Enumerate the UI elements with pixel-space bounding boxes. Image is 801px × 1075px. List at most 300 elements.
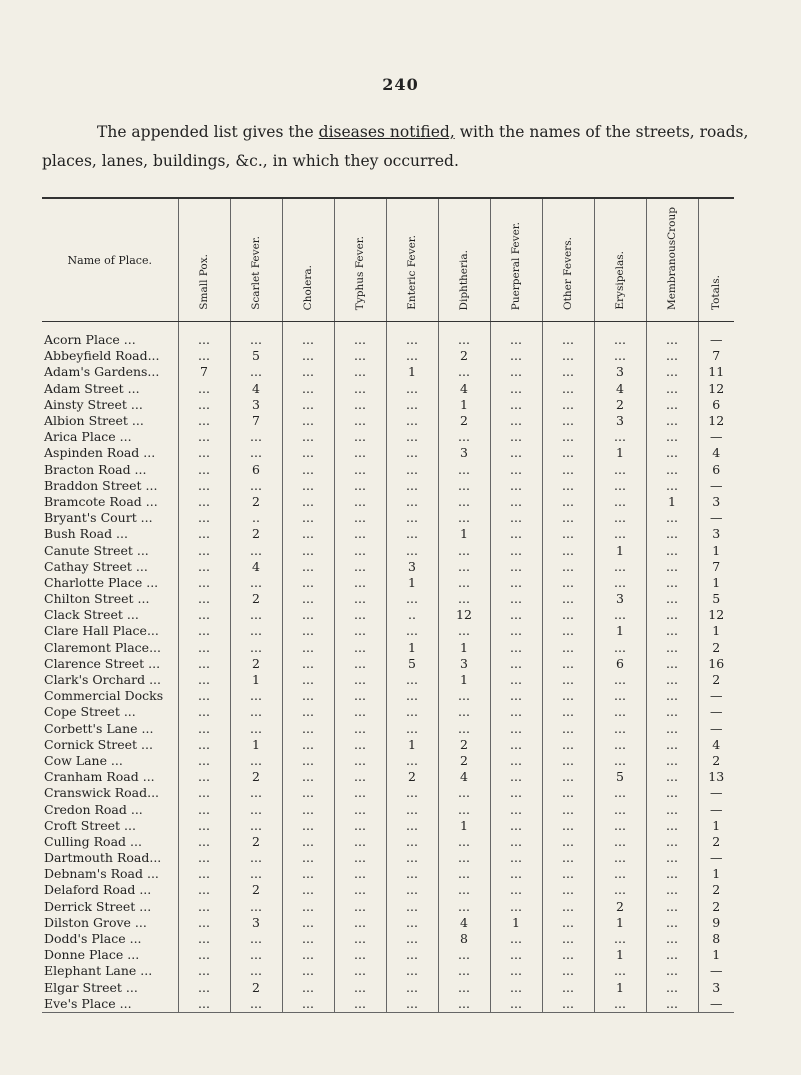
- count-cell: 1: [594, 542, 646, 558]
- count-cell: ...: [490, 607, 542, 623]
- count-cell: ...: [438, 866, 490, 882]
- page-number: 240: [382, 75, 419, 94]
- count-cell: ...: [490, 704, 542, 720]
- count-cell: ...: [490, 947, 542, 963]
- column-header: MembranousCroup: [646, 198, 698, 322]
- count-cell: ...: [646, 332, 698, 348]
- table-row: [42, 866, 734, 882]
- count-cell: ...: [542, 591, 594, 607]
- count-cell: ...: [490, 591, 542, 607]
- count-cell: ...: [282, 818, 334, 834]
- count-cell: ...: [386, 591, 438, 607]
- count-cell: ...: [178, 591, 230, 607]
- count-cell: ...: [542, 915, 594, 931]
- count-cell: ...: [282, 575, 334, 591]
- count-cell: ...: [334, 429, 386, 445]
- table-row: [42, 364, 734, 380]
- place-name-cell: Charlotte Place ...: [44, 574, 159, 590]
- count-cell: ...: [282, 478, 334, 494]
- place-name-cell: Albion Street ...: [44, 413, 144, 429]
- table-row: [42, 397, 734, 413]
- count-cell: ...: [490, 769, 542, 785]
- count-cell: ...: [646, 996, 698, 1013]
- count-cell: 7: [698, 559, 734, 575]
- count-cell: ...: [386, 381, 438, 397]
- count-cell: 1: [646, 494, 698, 510]
- count-cell: ...: [490, 413, 542, 429]
- count-cell: 2: [438, 348, 490, 364]
- count-cell: 9: [698, 915, 734, 931]
- count-cell: ...: [334, 882, 386, 898]
- place-name-cell: Cathay Street ...: [44, 558, 148, 574]
- spacer-row: [42, 322, 734, 333]
- count-cell: 4: [438, 769, 490, 785]
- count-cell: ...: [542, 381, 594, 397]
- count-cell: ...: [594, 607, 646, 623]
- count-cell: ...: [438, 996, 490, 1013]
- count-cell: ...: [282, 332, 334, 348]
- count-cell: 2: [698, 882, 734, 898]
- count-cell: 1: [438, 397, 490, 413]
- table-row: [42, 559, 734, 575]
- count-cell: ...: [230, 429, 282, 445]
- column-header: Other Fevers.: [542, 198, 594, 322]
- count-cell: 6: [698, 462, 734, 478]
- intro-text-end: with the names of the streets, roads,: [454, 123, 749, 141]
- count-cell: ...: [334, 413, 386, 429]
- intro-text-start: The appended list gives the: [97, 123, 319, 141]
- count-cell: ...: [178, 559, 230, 575]
- count-cell: ...: [594, 526, 646, 542]
- count-cell: ...: [334, 753, 386, 769]
- count-cell: ...: [282, 526, 334, 542]
- count-cell: ...: [490, 381, 542, 397]
- table-row: [42, 753, 734, 769]
- count-cell: ...: [594, 785, 646, 801]
- count-cell: 1: [594, 947, 646, 963]
- column-header: Scarlet Fever.: [230, 198, 282, 322]
- count-cell: ...: [282, 785, 334, 801]
- count-cell: 1: [386, 737, 438, 753]
- count-cell: 2: [230, 494, 282, 510]
- place-name-cell: Cranham Road ...: [44, 769, 155, 785]
- count-cell: 2: [698, 640, 734, 656]
- table-row: [42, 947, 734, 963]
- intro-underlined: diseases notified,: [318, 123, 455, 141]
- table-row: [42, 850, 734, 866]
- count-cell: ...: [646, 737, 698, 753]
- count-cell: ...: [282, 834, 334, 850]
- count-cell: ...: [594, 672, 646, 688]
- count-cell: ...: [334, 996, 386, 1013]
- count-cell: 16: [698, 656, 734, 672]
- count-cell: 3: [386, 559, 438, 575]
- count-cell: ...: [542, 640, 594, 656]
- count-cell: ...: [594, 575, 646, 591]
- count-cell: ...: [282, 915, 334, 931]
- place-name-cell: Commercial Docks: [44, 688, 164, 704]
- count-cell: ...: [282, 899, 334, 915]
- count-cell: ...: [490, 494, 542, 510]
- count-cell: ...: [230, 963, 282, 979]
- count-cell: ...: [542, 899, 594, 915]
- place-name-cell: Eve's Place ...: [42, 996, 178, 1013]
- place-name-cell: Dodd's Place ...: [44, 931, 142, 947]
- table-row: [42, 591, 734, 607]
- count-cell: ...: [178, 656, 230, 672]
- table-row: [42, 688, 734, 704]
- count-cell: ...: [178, 640, 230, 656]
- count-cell: 1: [594, 915, 646, 931]
- count-cell: ...: [594, 332, 646, 348]
- count-cell: ...: [594, 801, 646, 817]
- count-cell: ...: [594, 996, 646, 1013]
- count-cell: ...: [646, 526, 698, 542]
- count-cell: ...: [282, 559, 334, 575]
- count-cell: ...: [178, 348, 230, 364]
- count-cell: ...: [178, 526, 230, 542]
- place-name-cell: Acorn Place ...: [44, 332, 136, 348]
- count-cell: ...: [334, 364, 386, 380]
- column-header: Cholera.: [282, 198, 334, 322]
- count-cell: ...: [386, 445, 438, 461]
- table-row: [42, 656, 734, 672]
- count-cell: 1: [594, 445, 646, 461]
- count-cell: ...: [178, 429, 230, 445]
- count-cell: ...: [334, 607, 386, 623]
- table-row: [42, 704, 734, 720]
- count-cell: ...: [594, 850, 646, 866]
- count-cell: ...: [646, 980, 698, 996]
- intro-line-2: places, lanes, buildings, &c., in which they occurred.: [42, 152, 459, 170]
- count-cell: ...: [282, 542, 334, 558]
- count-cell: ...: [438, 510, 490, 526]
- place-name-cell: Bush Road ...: [44, 526, 128, 542]
- count-cell: ...: [646, 559, 698, 575]
- count-cell: ...: [646, 931, 698, 947]
- count-cell: ...: [282, 672, 334, 688]
- count-cell: ...: [490, 818, 542, 834]
- place-name-cell: Bryant's Court ...: [44, 510, 153, 526]
- count-cell: 6: [230, 462, 282, 478]
- place-name-cell: Clack Street ...: [44, 607, 139, 623]
- table-row: [42, 996, 734, 1013]
- count-cell: ...: [334, 737, 386, 753]
- count-cell: ...: [646, 656, 698, 672]
- count-cell: ...: [178, 769, 230, 785]
- place-name-cell: Donne Place ...: [44, 947, 140, 963]
- table-row: [42, 381, 734, 397]
- count-cell: ...: [334, 834, 386, 850]
- count-cell: ...: [230, 753, 282, 769]
- count-cell: ...: [334, 785, 386, 801]
- count-cell: ...: [542, 542, 594, 558]
- count-cell: ...: [334, 332, 386, 348]
- place-name-cell: Bramcote Road ...: [44, 493, 158, 509]
- count-cell: 2: [698, 672, 734, 688]
- count-cell: ...: [490, 348, 542, 364]
- count-cell: ...: [542, 348, 594, 364]
- count-cell: ...: [594, 737, 646, 753]
- count-cell: ...: [386, 899, 438, 915]
- column-header: Diphtheria.: [438, 198, 490, 322]
- count-cell: ...: [334, 818, 386, 834]
- count-cell: ...: [594, 478, 646, 494]
- table-row: [42, 413, 734, 429]
- table-row: [42, 963, 734, 979]
- count-cell: ...: [490, 429, 542, 445]
- count-cell: ...: [178, 704, 230, 720]
- count-cell: ...: [282, 397, 334, 413]
- count-cell: ...: [230, 721, 282, 737]
- count-cell: ...: [542, 737, 594, 753]
- count-cell: ...: [178, 623, 230, 639]
- count-cell: ...: [178, 478, 230, 494]
- count-cell: ...: [282, 364, 334, 380]
- count-cell: ...: [438, 494, 490, 510]
- column-header: Erysipelas.: [594, 198, 646, 322]
- count-cell: ...: [230, 850, 282, 866]
- place-name-cell: Credon Road ...: [44, 801, 143, 817]
- table-row: [42, 494, 734, 510]
- table-row: [42, 801, 734, 817]
- count-cell: ...: [334, 704, 386, 720]
- count-cell: ...: [646, 818, 698, 834]
- count-cell: ...: [334, 915, 386, 931]
- count-cell: 4: [698, 445, 734, 461]
- count-cell: 1: [698, 575, 734, 591]
- count-cell: ...: [386, 704, 438, 720]
- diseases-table: [42, 197, 734, 1013]
- place-name-cell: Derrick Street ...: [44, 898, 152, 914]
- count-cell: ...: [646, 623, 698, 639]
- count-cell: ...: [282, 882, 334, 898]
- count-cell: ...: [334, 721, 386, 737]
- table-row: [42, 542, 734, 558]
- table-row: [42, 672, 734, 688]
- count-cell: ...: [594, 462, 646, 478]
- count-cell: 11: [698, 364, 734, 380]
- count-cell: 7: [230, 413, 282, 429]
- count-cell: ...: [282, 510, 334, 526]
- count-cell: ...: [386, 348, 438, 364]
- count-cell: ...: [334, 947, 386, 963]
- count-cell: ...: [334, 656, 386, 672]
- count-cell: ...: [282, 591, 334, 607]
- count-cell: ...: [646, 429, 698, 445]
- count-cell: ...: [542, 575, 594, 591]
- count-cell: ...: [386, 542, 438, 558]
- count-cell: ...: [490, 397, 542, 413]
- count-cell: ...: [282, 931, 334, 947]
- count-cell: ...: [490, 510, 542, 526]
- count-cell: ...: [542, 445, 594, 461]
- count-cell: ...: [178, 672, 230, 688]
- count-cell: ...: [646, 704, 698, 720]
- count-cell: ...: [646, 801, 698, 817]
- count-cell: ...: [594, 429, 646, 445]
- count-cell: 1: [490, 915, 542, 931]
- count-cell: ...: [282, 462, 334, 478]
- count-cell: ...: [230, 542, 282, 558]
- count-cell: —: [698, 801, 734, 817]
- count-cell: ...: [542, 413, 594, 429]
- count-cell: ...: [438, 542, 490, 558]
- count-cell: ...: [438, 462, 490, 478]
- count-cell: ...: [594, 494, 646, 510]
- count-cell: ...: [490, 963, 542, 979]
- count-cell: ...: [646, 721, 698, 737]
- place-name-cell: Clare Hall Place...: [44, 623, 159, 639]
- count-cell: 1: [386, 640, 438, 656]
- count-cell: 1: [438, 526, 490, 542]
- count-cell: 1: [594, 623, 646, 639]
- column-header: Name of Place.: [42, 198, 178, 322]
- count-cell: ...: [490, 559, 542, 575]
- count-cell: ...: [438, 332, 490, 348]
- count-cell: ...: [282, 737, 334, 753]
- table-row: [42, 478, 734, 494]
- count-cell: ...: [542, 996, 594, 1013]
- count-cell: 4: [438, 915, 490, 931]
- count-cell: ...: [178, 737, 230, 753]
- count-cell: 2: [438, 413, 490, 429]
- count-cell: ...: [438, 834, 490, 850]
- count-cell: 2: [230, 526, 282, 542]
- count-cell: 4: [594, 381, 646, 397]
- count-cell: ...: [542, 753, 594, 769]
- count-cell: —: [698, 704, 734, 720]
- count-cell: ...: [594, 704, 646, 720]
- count-cell: 1: [386, 364, 438, 380]
- count-cell: ...: [386, 510, 438, 526]
- count-cell: ...: [490, 801, 542, 817]
- count-cell: ...: [646, 607, 698, 623]
- count-cell: ...: [230, 801, 282, 817]
- count-cell: ...: [386, 996, 438, 1013]
- count-cell: 1: [698, 947, 734, 963]
- count-cell: —: [698, 850, 734, 866]
- count-cell: ...: [646, 364, 698, 380]
- count-cell: 8: [438, 931, 490, 947]
- intro-paragraph: [42, 118, 772, 176]
- count-cell: ...: [594, 866, 646, 882]
- table-row: [42, 640, 734, 656]
- place-name-cell: Dartmouth Road...: [44, 850, 162, 866]
- count-cell: ...: [282, 947, 334, 963]
- count-cell: ...: [490, 882, 542, 898]
- count-cell: ...: [542, 818, 594, 834]
- count-cell: ...: [646, 381, 698, 397]
- count-cell: ...: [490, 834, 542, 850]
- count-cell: ...: [490, 753, 542, 769]
- count-cell: ...: [386, 931, 438, 947]
- table-row: [42, 882, 734, 898]
- count-cell: ...: [334, 526, 386, 542]
- table-row: [42, 623, 734, 639]
- column-header: Typhus Fever.: [334, 198, 386, 322]
- count-cell: 12: [698, 607, 734, 623]
- count-cell: ...: [438, 785, 490, 801]
- count-cell: ...: [438, 688, 490, 704]
- column-header: Small Pox.: [178, 198, 230, 322]
- count-cell: ...: [386, 413, 438, 429]
- count-cell: ...: [646, 542, 698, 558]
- count-cell: ...: [438, 704, 490, 720]
- count-cell: ...: [594, 882, 646, 898]
- count-cell: ...: [646, 688, 698, 704]
- count-cell: 2: [698, 899, 734, 915]
- count-cell: ...: [230, 332, 282, 348]
- count-cell: ...: [386, 980, 438, 996]
- count-cell: ...: [334, 801, 386, 817]
- count-cell: ...: [178, 931, 230, 947]
- count-cell: ...: [178, 915, 230, 931]
- column-header: Totals.: [698, 198, 734, 322]
- count-cell: 2: [230, 656, 282, 672]
- count-cell: ...: [282, 623, 334, 639]
- count-cell: ...: [178, 882, 230, 898]
- count-cell: 1: [438, 640, 490, 656]
- count-cell: ...: [542, 980, 594, 996]
- count-cell: ..: [386, 607, 438, 623]
- table-row: [42, 721, 734, 737]
- count-cell: ...: [542, 963, 594, 979]
- count-cell: 6: [698, 397, 734, 413]
- count-cell: ...: [542, 801, 594, 817]
- count-cell: ...: [594, 688, 646, 704]
- count-cell: ...: [542, 721, 594, 737]
- table-row: [42, 575, 734, 591]
- count-cell: ...: [230, 866, 282, 882]
- count-cell: ...: [178, 510, 230, 526]
- count-cell: ...: [438, 429, 490, 445]
- count-cell: 1: [438, 672, 490, 688]
- count-cell: ...: [178, 542, 230, 558]
- count-cell: ...: [282, 801, 334, 817]
- count-cell: ...: [542, 866, 594, 882]
- count-cell: ...: [542, 850, 594, 866]
- count-cell: ...: [646, 640, 698, 656]
- count-cell: 12: [438, 607, 490, 623]
- count-cell: ...: [386, 882, 438, 898]
- count-cell: ...: [542, 882, 594, 898]
- count-cell: ...: [646, 769, 698, 785]
- count-cell: —: [698, 785, 734, 801]
- count-cell: ...: [542, 623, 594, 639]
- count-cell: ...: [646, 478, 698, 494]
- place-name-cell: Aspinden Road ...: [44, 445, 156, 461]
- table-row: [42, 931, 734, 947]
- count-cell: ...: [490, 656, 542, 672]
- count-cell: 2: [230, 591, 282, 607]
- place-name-cell: Cow Lane ...: [44, 752, 123, 768]
- count-cell: —: [698, 688, 734, 704]
- count-cell: ...: [178, 607, 230, 623]
- count-cell: 6: [594, 656, 646, 672]
- count-cell: 8: [698, 931, 734, 947]
- count-cell: ...: [646, 866, 698, 882]
- count-cell: ...: [490, 623, 542, 639]
- count-cell: ...: [230, 931, 282, 947]
- place-name-cell: Claremont Place...: [44, 639, 161, 655]
- count-cell: ...: [178, 947, 230, 963]
- count-cell: 2: [230, 980, 282, 996]
- count-cell: ...: [282, 980, 334, 996]
- count-cell: ...: [542, 947, 594, 963]
- count-cell: 1: [230, 737, 282, 753]
- count-cell: ...: [386, 494, 438, 510]
